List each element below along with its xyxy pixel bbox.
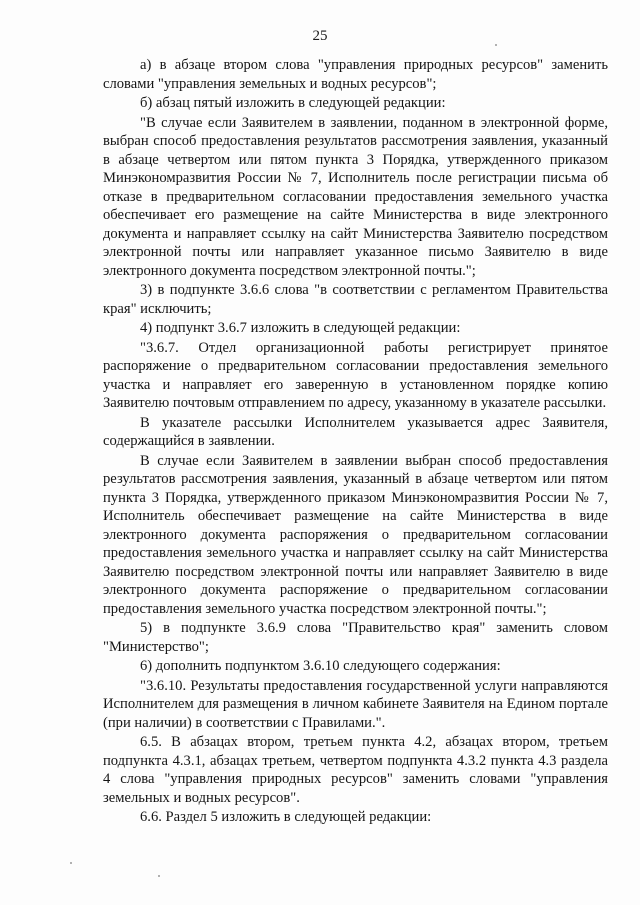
- scan-speck: [158, 875, 160, 877]
- paragraph-7: В указателе рассылки Исполнителем указывается адрес Заявителя, содержащийся в заявлении.: [103, 414, 608, 449]
- page-number: 25: [312, 28, 328, 44]
- paragraph-1: а) в абзаце втором слова "управления природных ресурсов" заменить словами "управления земельных и водных ресурсов";: [103, 57, 608, 92]
- paragraph-2: б) абзац пятый изложить в следующей редакции:: [140, 95, 446, 111]
- paragraph-5: 4) подпункт 3.6.7 изложить в следующей редакции:: [140, 320, 461, 336]
- paragraph-4: 3) в подпункте 3.6.6 слова "в соответствии с регламентом Правительства края" исключить;: [103, 282, 608, 317]
- document-body: [103, 56, 608, 828]
- paragraph-10: 6) дополнить подпунктом 3.6.10 следующего содержания:: [140, 658, 501, 674]
- paragraph-6: "3.6.7. Отдел организационной работы регистрирует принятое распоряжение о предварительном согласовании предоставления земельного участка и направляет его заверенную в установленном порядке копию Заявителю почтовым отправлением по адресу, указанному в указателе рассылки.: [103, 339, 608, 411]
- paragraph-11: "3.6.10. Результаты предоставления государственной услуги направляются Исполнителем для размещения в личном кабинете Заявителя на Едином портале (при наличии) в соответствии с Правилами.".: [103, 677, 608, 731]
- paragraph-3: "В случае если Заявителем в заявлении, поданном в электронной форме, выбран способ предоставления результатов рассмотрения заявления, указанный в абзаце четвертом или пятом пункта 3 Порядка, утвержденного приказом Минэкономразвития России № 7, Исполнитель после регистрации письма об отказе в предварительном согласовании предоставления земельного участка обеспечивает его размещение на сайте Министерства в виде электронного документа и направляет ссылку на сайт Министерства Заявителю посредством электронной почты или направляет указанное письмо Заявителю в виде электронного документа посредством электронной почты.";: [103, 114, 608, 279]
- paragraph-8: В случае если Заявителем в заявлении выбран способ предоставления результатов рассмотрения заявления, указанный в абзаце четвертом или пятом пункта 3 Порядка, утвержденного приказом Минэкономразвития России № 7, Исполнитель обеспечивает размещение на сайте Министерства в виде электронного документа распоряжения о предварительном согласовании предоставления земельного участка и направляет ссылку на сайт Министерства Заявителю посредством электронной почты или направляет Заявителю в виде электронного документа распоряжение о предварительном согласовании предоставления земельного участка посредством электронной почты.";: [103, 452, 608, 617]
- scan-speck: [495, 44, 497, 46]
- paragraph-9: 5) в подпункте 3.6.9 слова "Правительство края" заменить словом "Министерство";: [103, 620, 608, 655]
- paragraph-12: 6.5. В абзацах втором, третьем пункта 4.2, абзацах втором, третьем подпункта 4.3.1, абзацах третьем, четвертом подпункта 4.3.2 пункта 4.3 раздела 4 слова "управления природных ресурсов" заменить словами "управления земельных и водных ресурсов".: [103, 734, 608, 806]
- paragraph-13: 6.6. Раздел 5 изложить в следующей редакции:: [140, 809, 432, 825]
- scan-speck: [70, 862, 72, 864]
